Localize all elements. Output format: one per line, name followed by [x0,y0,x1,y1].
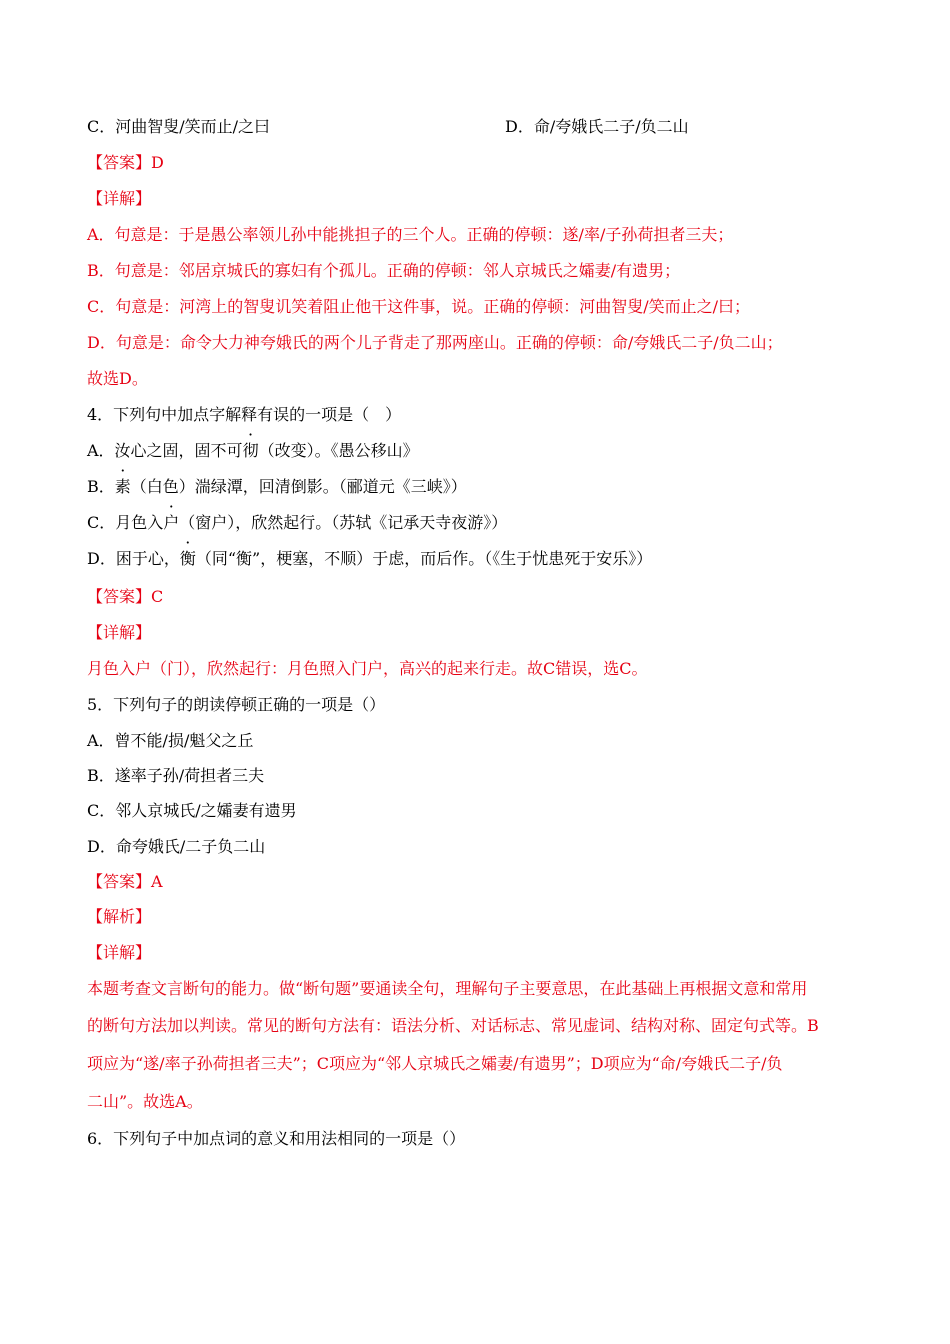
q4-option-b-text: B． [87,477,115,496]
q5-option-b: B．遂率子孙/荷担者三夫 [87,766,265,785]
q4-option-c-dotted-char: 户 [163,513,180,532]
q3-option-d: D．命/夸娥氏二子/负二山 [505,117,689,136]
q4-option-d-dotted-char: 衡 [179,549,196,568]
q4-option-b [87,477,467,497]
q5-explanation-line-4: 二山”。故选A。 [87,1092,203,1111]
q4-option-b-dotted-char: 素 [114,477,131,496]
q5-explanation-line-3: 项应为“遂/率子孙荷担者三夫”；C项应为“邻人京城氏之孀妻/有遗男”；D项应为“命/夸娥氏二子/负 [87,1054,783,1073]
q5-option-d: D．命夸娥氏/二子负二山 [87,837,266,856]
q4-option-b-gloss: （白色）湍绿潭，回清倒影。（郦道元《三峡》） [130,477,467,496]
q4-answer: 【答案】C [87,587,164,606]
q3-conclusion: 故选D。 [87,369,148,388]
q5-option-a: A．曾不能/损/魁父之丘 [87,731,254,750]
q4-stem: 4．下列句中加点字解释有误的一项是（ ） [87,405,402,424]
q3-explanation-c: C．句意是：河湾上的智叟讥笑着阻止他干这件事，说。正确的停顿：河曲智叟/笑而止之/曰； [87,297,751,316]
q3-answer: 【答案】D [87,153,164,172]
q4-option-c [87,513,507,533]
q4-option-a-gloss: （改变）。《愚公移山》 [258,441,419,460]
q3-option-c: C．河曲智叟/笑而止/之曰 [87,117,271,136]
q3-explanation-d: D．句意是：命令大力神夸娥氏的两个儿子背走了那两座山。正确的停顿：命/夸娥氏二子/负二山； [87,333,783,352]
q4-option-d [87,549,652,569]
q4-option-d-gloss: （同“衡”，梗塞，不顺）于虑，而后作。（《生于忧患死于安乐》） [195,549,653,568]
q5-option-c: C．邻人京城氏/之孀妻有遗男 [87,801,297,820]
q4-option-c-gloss: （窗户），欣然起行。（苏轼《记承天寺夜游》） [179,513,508,532]
q4-explanation: 月色入户（门），欣然起行：月色照入门户，高兴的起来行走。故C错误，选C。 [87,659,648,678]
q6-stem: 6．下列句子中加点词的意义和用法相同的一项是（） [87,1129,466,1148]
q5-analysis-label: 【解析】 [87,907,152,926]
q3-option-row [87,117,689,137]
q5-stem: 5．下列句子的朗读停顿正确的一项是（） [87,695,386,714]
q5-explanation-line-1: 本题考查文言断句的能力。做“断句题”要通读全句，理解句子主要意思，在此基础上再根据文意和常用 [87,979,808,998]
q3-explanation-b: B．句意是：邻居京城氏的寡妇有个孤儿。正确的停顿：邻人京城氏之孀妻/有遗男； [87,261,681,280]
q4-option-d-text: D．困于心， [87,549,180,568]
q4-option-a-dotted-char: 彻 [242,441,259,460]
q4-option-a-text: A．汝心之固，固不可 [87,441,243,460]
q3-explanation-a: A．句意是：于是愚公率领儿孙中能挑担子的三个人。正确的停顿：遂/率/子孙荷担者三夫； [87,225,734,244]
q5-answer: 【答案】A [87,872,163,891]
q4-option-c-text: C．月色入 [87,513,164,532]
q4-detail-label: 【详解】 [87,623,152,642]
q5-explanation-line-2: 的断句方法加以判读。常见的断句方法有：语法分析、对话标志、常见虚词、结构对称、固定句式等。B [87,1016,819,1035]
q5-detail-label: 【详解】 [87,943,152,962]
q3-detail-label: 【详解】 [87,189,152,208]
q4-option-a [87,441,419,461]
